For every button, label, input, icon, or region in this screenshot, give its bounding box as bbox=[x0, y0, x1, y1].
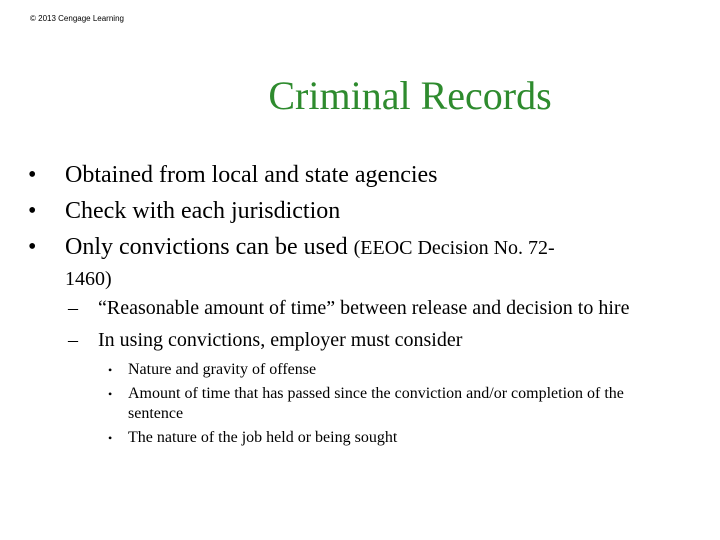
bullet-icon: • bbox=[28, 234, 37, 260]
bullet-icon: • bbox=[108, 387, 113, 401]
copyright-notice: © 2013 Cengage Learning bbox=[30, 14, 124, 23]
sub-sub-bullet-text: Amount of time that has passed since the conviction and/or completion of the sentence bbox=[128, 385, 624, 422]
slide-title: Criminal Records bbox=[268, 73, 552, 118]
sub-sub-bullet-text: The nature of the job held or being sought bbox=[128, 429, 398, 446]
dash-icon: – bbox=[68, 329, 78, 351]
sub-sub-bullet-text: Nature and gravity of offense bbox=[128, 361, 317, 378]
bullet-text-citation-continued: 1460) bbox=[65, 268, 112, 290]
bullet-item bbox=[28, 196, 678, 226]
bullet-text: Obtained from local and state agencies bbox=[65, 162, 438, 188]
sub-bullet-item bbox=[68, 296, 678, 320]
dash-icon: – bbox=[68, 297, 78, 319]
sub-bullet-text: “Reasonable amount of time” between release and decision to hire bbox=[98, 297, 630, 319]
bullet-item bbox=[28, 160, 678, 190]
sub-sub-bullet-item bbox=[108, 360, 678, 380]
bullet-text-citation: (EEOC Decision No. 72- bbox=[353, 237, 555, 259]
bullet-icon: • bbox=[28, 162, 37, 188]
bullet-text: Only convictions can be used bbox=[65, 234, 354, 260]
slide-content bbox=[28, 160, 678, 452]
bullet-icon: • bbox=[28, 198, 37, 224]
sub-sub-bullet-item bbox=[108, 384, 678, 424]
sub-sub-bullet-item bbox=[108, 428, 678, 448]
bullet-icon: • bbox=[108, 363, 113, 377]
bullet-text: Check with each jurisdiction bbox=[65, 198, 341, 224]
bullet-item bbox=[28, 232, 678, 294]
sub-bullet-item bbox=[68, 328, 678, 352]
sub-bullet-text: In using convictions, employer must consider bbox=[98, 329, 463, 351]
bullet-icon: • bbox=[108, 431, 113, 445]
